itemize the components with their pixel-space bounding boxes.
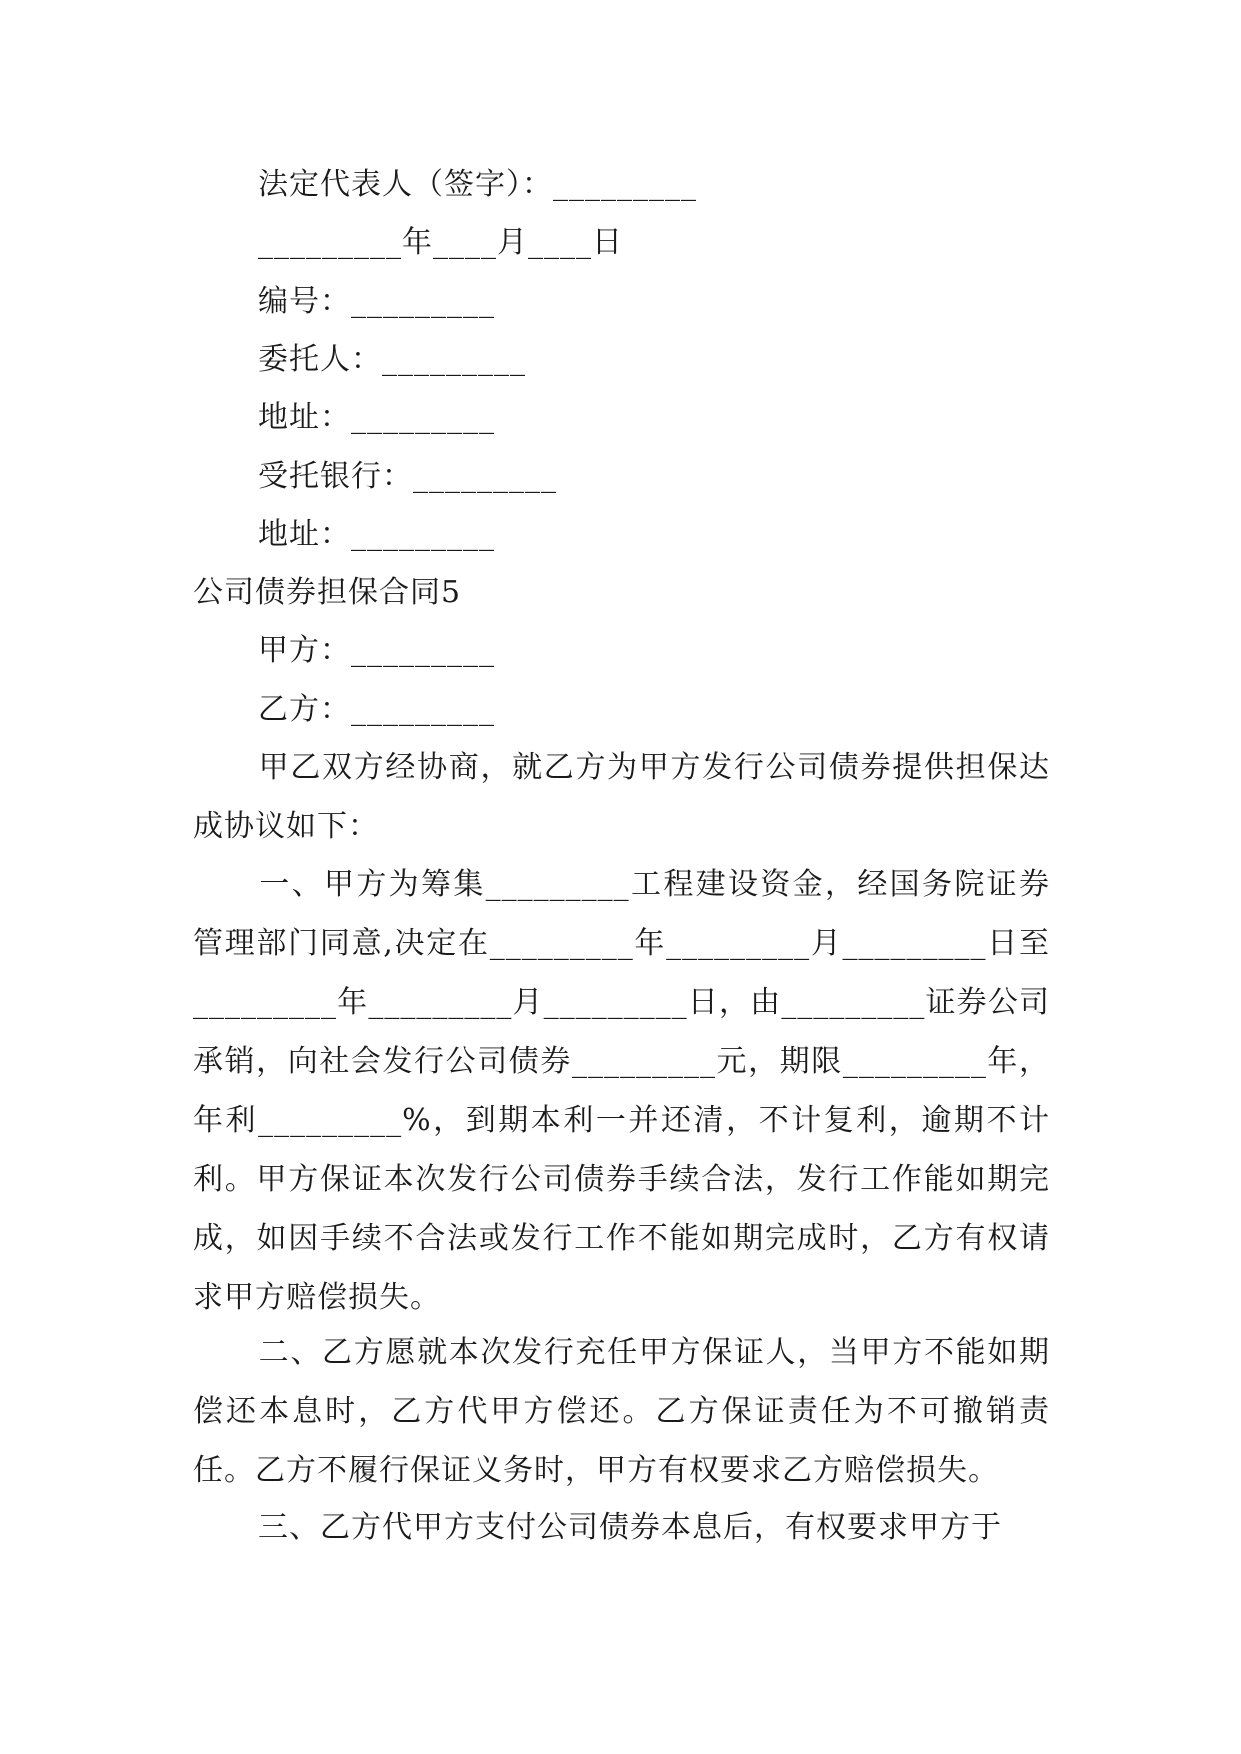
number-field-line: 编号：_________ (258, 284, 495, 319)
paragraph-clause-3 (193, 1498, 1050, 1557)
contract-title: 公司债券担保合同5 (193, 575, 462, 610)
legal-representative-signature-line: 法定代表人（签字）：_________ (258, 167, 697, 202)
trustee-address-line: 地址：_________ (258, 517, 495, 552)
paragraph-clause-1-text: 一、甲方为筹集_________工程建设资金，经国务院证券管理部门同意,决定在_________年_________月_________日至_________年_________月_________日，由_________证券公司承销，向社会发行公司债券_________元，期限_________年，年利_________%，到期本利一并还清，不计复利，逾期不计利。甲方保证本次发行公司债券手续合法，发行工作能如期完成，如因手续不合法或发行工作不能如期完成时，乙方有权请求甲方赔偿损失。 (193, 867, 1050, 1315)
signature-date-line: _________年____月____日 (258, 225, 623, 260)
trustee-bank-field-line: 受托银行：_________ (258, 459, 557, 494)
paragraph-intro (193, 738, 1050, 856)
paragraph-clause-3-text: 三、乙方代甲方支付公司债券本息后，有权要求甲方于 (258, 1510, 1002, 1545)
paragraph-clause-2-text: 二、乙方愿就本次发行充任甲方保证人，当甲方不能如期偿还本息时，乙方代甲方偿还。乙方保证责任为不可撤销责任。乙方不履行保证义务时，甲方有权要求乙方赔偿损失。 (193, 1335, 1050, 1488)
paragraph-intro-text: 甲乙双方经协商，就乙方为甲方发行公司债券提供担保达成协议如下： (193, 750, 1050, 844)
principal-address-line: 地址：_________ (258, 400, 495, 435)
party-b-field-line: 乙方：_________ (258, 692, 495, 727)
paragraph-clause-1 (193, 855, 1050, 1327)
principal-field-line: 委托人：_________ (258, 342, 526, 377)
party-a-field-line: 甲方：_________ (258, 633, 495, 668)
paragraph-clause-2 (193, 1323, 1050, 1500)
